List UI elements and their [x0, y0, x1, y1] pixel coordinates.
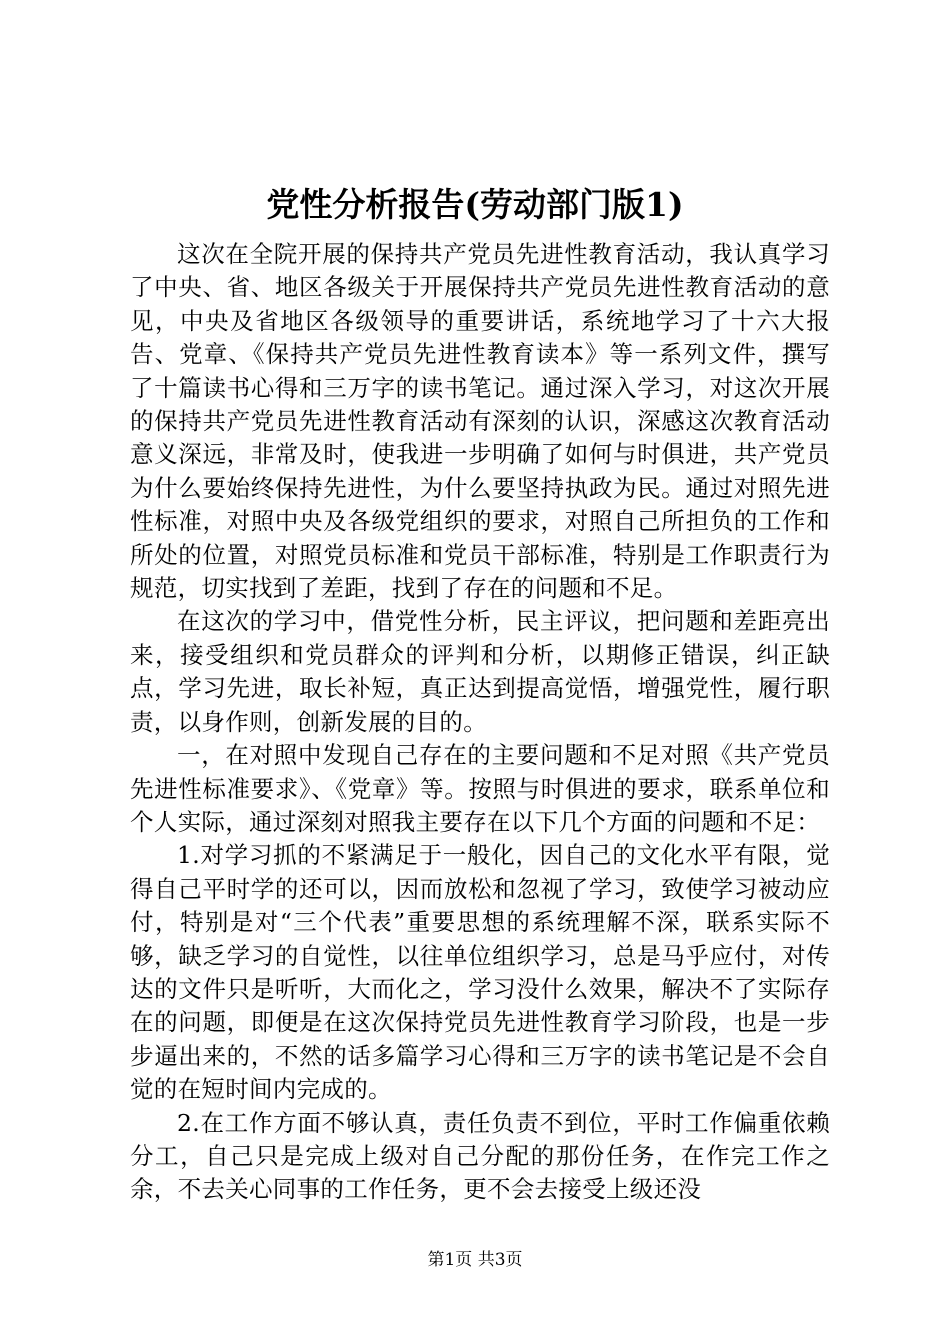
document-title: 党性分析报告(劳动部门版1) — [266, 185, 684, 224]
page-number: 第1页 共3页 — [427, 1250, 523, 1270]
paragraph-2: 在这次的学习中，借党性分析，民主评议，把问题和差距亮出来，接受组织和党员群众的评判和分析，以期修正错误，纠正缺点，学习先进，取长补短，真正达到提高觉悟，增强党性，履行职责，以身作则，创新发展的目的。 — [130, 607, 830, 736]
paragraph-4: 1.对学习抓的不紧满足于一般化，因自己的文化水平有限，觉得自己平时学的还可以，因而放松和忽视了学习，致使学习被动应付，特别是对“三个代表”重要思想的系统理解不深，联系实际不够，缺乏学习的自觉性，以往单位组织学习，总是马乎应付，对传达的文件只是听听，大而化之，学习没什么效果，解决不了实际存在的问题，即便是在这次保持党员先进性教育学习阶段，也是一步步逼出来的，不然的话多篇学习心得和三万字的读书笔记是不会自觉的在短时间内完成的。 — [130, 841, 830, 1104]
paragraph-3: 一，在对照中发现自己存在的主要问题和不足对照《共产党员先进性标准要求》、《党章》等。按照与时俱进的要求，联系单位和个人实际，通过深刻对照我主要存在以下几个方面的问题和不足： — [130, 741, 830, 836]
paragraph-1: 这次在全院开展的保持共产党员先进性教育活动，我认真学习了中央、省、地区各级关于开展保持共产党员先进性教育活动的意见，中央及省地区各级领导的重要讲话，系统地学习了十六大报告、党章、《保持共产党员先进性教育读本》等一系列文件，撰写了十篇读书心得和三万字的读书笔记。通过深入学习，对这次开展的保持共产党员先进性教育活动有深刻的认识，深感这次教育活动意义深远，非常及时，使我进一步明确了如何与时俱进，共产党员为什么要始终保持先进性，为什么要坚持执政为民。通过对照先进性标准，对照中央及各级党组织的要求，对照自己所担负的工作和所处的位置，对照党员标准和党员干部标准，特别是工作职责行为规范，切实找到了差距，找到了存在的问题和不足。 — [130, 240, 830, 603]
paragraph-5: 2.在工作方面不够认真，责任负责不到位，平时工作偏重依赖分工，自己只是完成上级对自己分配的那份任务，在作完工作之余，不去关心同事的工作任务，更不会去接受上级还没 — [130, 1108, 830, 1204]
document-body — [130, 238, 830, 1207]
